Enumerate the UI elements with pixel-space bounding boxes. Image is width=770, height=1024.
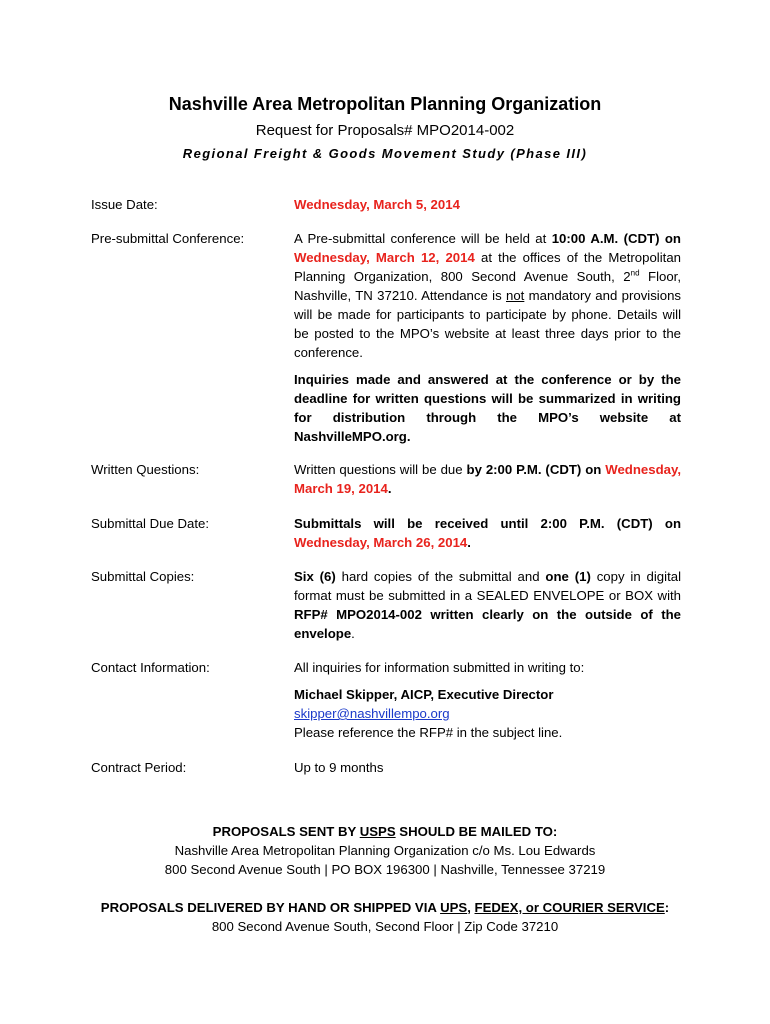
contact-name: Michael Skipper, AICP, Executive Director [294, 687, 554, 702]
contract-label: Contract Period: [91, 760, 187, 775]
copies-rfp: RFP# MPO2014-002 written clearly on the outside of the envelope [294, 607, 681, 641]
due-date-value [294, 514, 681, 552]
presubmittal-on: on [664, 231, 681, 246]
copies-text-a: hard copies of the submittal and [335, 569, 546, 584]
contact-details [294, 685, 681, 742]
copies-value [294, 567, 681, 643]
mail-heading-usps: USPS [359, 824, 396, 839]
hand-delivery-section [0, 898, 770, 936]
written-questions-time: by 2:00 P.M. (CDT) on [466, 462, 602, 477]
project-name: Regional Freight & Goods Movement Study (Phase III) [182, 146, 588, 161]
issue-date-value: Wednesday, March 5, 2014 [294, 197, 460, 212]
presubmittal-label: Pre-submittal Conference: [91, 231, 245, 246]
hand-heading [0, 898, 770, 917]
hand-heading-colon: : [664, 900, 670, 915]
mail-address-line2: 800 Second Avenue South | PO BOX 196300 | Nashville, Tennessee 37219 [164, 862, 606, 877]
contract-value: Up to 9 months [294, 760, 384, 775]
written-questions-text: Written questions will be due [294, 462, 467, 477]
presubmittal-value [294, 229, 681, 446]
copies-six: Six (6) [294, 569, 336, 584]
presubmittal-not: not [506, 288, 525, 303]
presubmittal-text-a: A Pre-submittal conference will be held at [294, 231, 552, 246]
presubmittal-text-d: mandatory and provisions will be made for participants to participate by phone. Details will be posted to the MPO’s website at least three days prior to the conference. [294, 288, 681, 360]
hand-heading-fedex: FEDEX, or COURIER SERVICE [474, 900, 665, 915]
due-date-date: Wednesday, March 26, 2014 [294, 535, 468, 550]
mail-heading-a: PROPOSALS SENT BY [212, 824, 360, 839]
mail-address-line1: Nashville Area Metropolitan Planning Organization c/o Ms. Lou Edwards [174, 843, 596, 858]
mail-section [0, 822, 770, 879]
copies-one: one (1) [545, 569, 591, 584]
written-questions-date: Wednesday, March 19, 2014 [294, 462, 681, 496]
due-date-label: Submittal Due Date: [91, 516, 210, 531]
hand-heading-ups: UPS [440, 900, 468, 915]
written-questions-value [294, 460, 681, 498]
rfp-number: Request for Proposals# MPO2014-002 [255, 122, 515, 139]
written-questions-label: Written Questions: [91, 462, 200, 477]
presubmittal-date: Wednesday, March 12, 2014 [294, 250, 475, 265]
contact-email-link[interactable]: skipper@nashvillempo.org [294, 706, 450, 721]
due-date-end: . [467, 535, 471, 550]
contact-label: Contact Information: [91, 660, 210, 675]
presubmittal-time: 10:00 A.M. (CDT) [551, 231, 660, 246]
contact-intro: All inquiries for information submitted in writing to: [294, 660, 585, 675]
due-date-text: Submittals will be received until 2:00 P.M. (CDT) on [294, 516, 681, 531]
inquiries-paragraph: Inquiries made and answered at the conference or by the deadline for written questions will be summarized in writing for distribution through the MPO’s website at NashvilleMPO.org. [294, 372, 681, 444]
written-questions-end: . [387, 481, 392, 496]
contact-note: Please reference the RFP# in the subject line. [294, 725, 563, 740]
mail-heading-b: SHOULD BE MAILED TO: [395, 824, 558, 839]
copies-label: Submittal Copies: [91, 569, 195, 584]
issue-date-label: Issue Date: [91, 197, 158, 212]
presubmittal-text-b: at the offices of the Metropolitan Planning Organization, 800 Second Avenue South, 2 [294, 250, 682, 284]
hand-heading-sep: , [467, 900, 475, 915]
mail-heading [0, 822, 770, 841]
hand-address-line1: 800 Second Avenue South, Second Floor | Zip Code 37210 [211, 919, 559, 934]
document-title: Nashville Area Metropolitan Planning Organization [168, 94, 602, 114]
hand-heading-a: PROPOSALS DELIVERED BY HAND OR SHIPPED VIA [100, 900, 441, 915]
presubmittal-text-c: Floor, Nashville, TN 37210. Attendance is [294, 269, 681, 303]
copies-text-b: copy in digital format must be submitted in a SEALED ENVELOPE or BOX with [294, 569, 681, 603]
copies-end: . [351, 626, 355, 641]
presubmittal-paragraph [294, 229, 681, 362]
contact-value [294, 658, 681, 742]
presubmittal-sup: nd [630, 268, 640, 278]
